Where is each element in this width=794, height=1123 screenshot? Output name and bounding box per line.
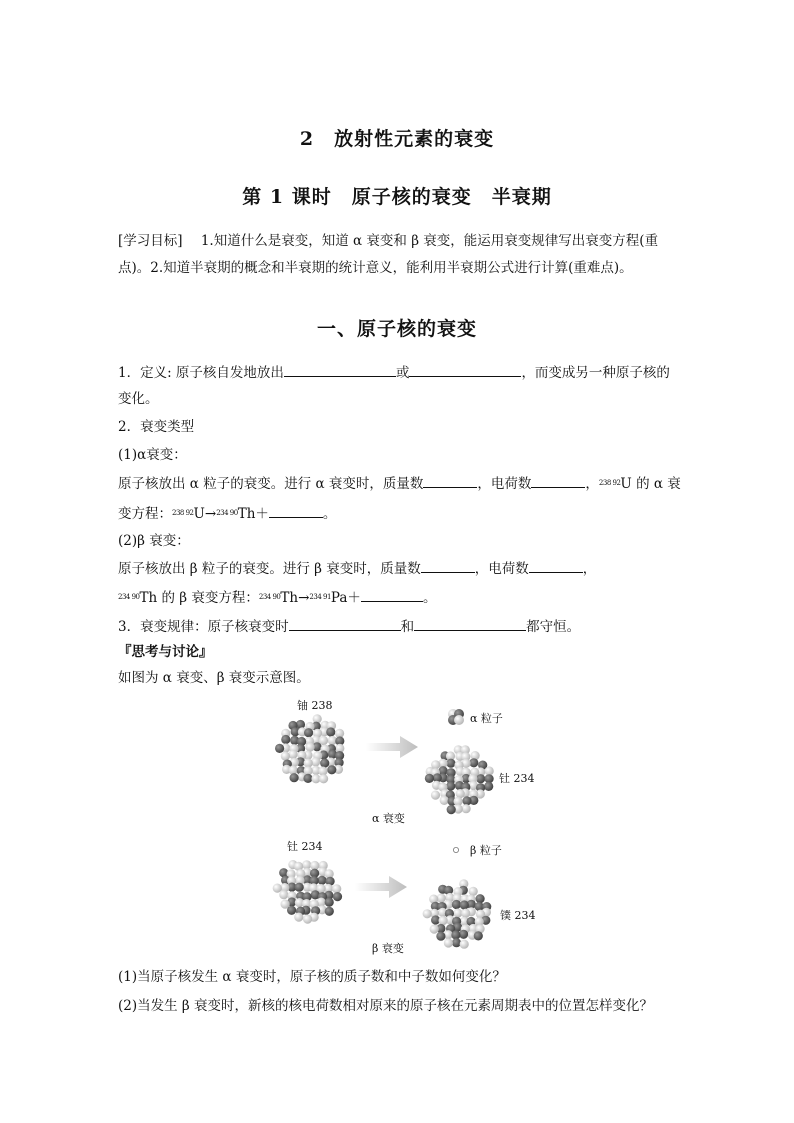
alpha-line-1	[118, 473, 681, 494]
law-text-2: 和	[400, 619, 415, 635]
blank-beta-charge[interactable]	[529, 558, 583, 573]
blank-law-1[interactable]	[289, 616, 401, 631]
alpha-text-4: U 的 α 衰	[620, 476, 681, 492]
alpha-line-2	[118, 503, 336, 524]
label-th234-left: 钍 234	[287, 840, 323, 853]
blank-alpha-eq[interactable]	[269, 503, 323, 518]
label-th234-right: 钍 234	[499, 772, 535, 785]
alpha-particle-icon	[446, 707, 466, 727]
alpha-text-1: 原子核放出 α 粒子的衰变。进行 α 衰变时，质量数	[118, 476, 424, 492]
heading-one: 一、原子核的衰变	[316, 318, 477, 340]
caption-beta: β 衰变	[372, 942, 404, 955]
objectives-text-1: 1.知道什么是衰变，知道 α 衰变和 β 衰变，能运用衰变规律写出衰变方程(重	[200, 233, 659, 249]
nuclide-th234: 234 90	[118, 593, 140, 601]
question-1: (1)当原子核发生 α 衰变时，原子核的质子数和中子数如何变化？	[118, 969, 506, 985]
objectives-line-2: 点)。2.知道半衰期的概念和半衰期的统计意义，能利用半衰期公式进行计算(重难点)。	[118, 260, 633, 276]
beta-eq-pa: Pa＋	[330, 590, 361, 606]
blank-def-1[interactable]	[284, 362, 396, 377]
definition-line	[118, 362, 670, 383]
think-heading: 『思考与讨论』	[118, 644, 213, 660]
blank-alpha-charge[interactable]	[531, 473, 585, 488]
beta-line-2	[118, 587, 436, 608]
nucleus-u238	[272, 713, 352, 789]
law-text-3: 都守恒。	[526, 619, 581, 635]
nuclide-th234-eq: 234 90	[258, 593, 281, 601]
blank-alpha-mass[interactable]	[423, 473, 477, 488]
beta-eq-th: Th→	[280, 590, 310, 606]
definition-cont: 变化。	[118, 391, 159, 407]
definition-text-3: ，而变成另一种原子核的	[521, 365, 670, 381]
nuclide-pa234-eq: 234 91	[309, 593, 331, 601]
alpha-eq-th: Th＋	[237, 506, 269, 522]
beta-particle-icon	[452, 846, 460, 854]
label-u238: 铀 238	[297, 699, 333, 712]
objectives-line-1	[118, 231, 658, 251]
definition-text-2: 或	[395, 365, 410, 381]
nucleus-pa234	[420, 878, 496, 950]
nuclide-u238-eq: 238 92	[172, 509, 194, 517]
types-heading: 2．衰变类型	[118, 419, 195, 435]
definition-text-1: 1．定义: 原子核自发地放出	[118, 365, 284, 381]
alpha-text-3: ，	[585, 476, 599, 492]
arrow-alpha	[366, 734, 418, 760]
beta-line-1	[118, 558, 596, 579]
nucleus-th234	[422, 744, 498, 816]
nuclide-th234-eq: 234 90	[216, 509, 238, 517]
beta-text-3: ，	[582, 561, 597, 577]
alpha-eq-u: U→	[193, 506, 217, 522]
label-pa234: 镤 234	[500, 909, 536, 922]
nucleus-th234-beta	[270, 853, 346, 925]
question-2: (2)当发生 β 衰变时，新核的核电荷数相对原来的原子核在元素周期表中的位置怎样变化？	[118, 998, 654, 1014]
alpha-eq-end: 。	[322, 506, 337, 522]
alpha-heading: (1)α衰变：	[118, 447, 187, 463]
beta-text-1: 原子核放出 β 粒子的衰变。进行 β 衰变时，质量数	[118, 561, 421, 577]
beta-eq-label: Th 的 β 衰变方程：	[139, 590, 259, 606]
arrow-beta	[355, 874, 407, 900]
section-title: 2 放射性元素的衰变	[299, 128, 495, 150]
nuclide-u238: 238 92	[598, 479, 621, 487]
label-beta-particle: β 粒子	[470, 844, 502, 857]
law-line	[118, 616, 580, 637]
alpha-eq-label: 变方程：	[118, 506, 172, 522]
lesson-title: 第 1 课时 原子核的衰变 半衰期	[242, 186, 552, 208]
objectives-label: [学习目标]	[118, 233, 183, 249]
beta-heading: (2)β 衰变：	[118, 533, 190, 549]
beta-eq-end: 。	[422, 590, 437, 606]
caption-alpha: α 衰变	[372, 812, 405, 825]
figure-intro: 如图为 α 衰变、β 衰变示意图。	[118, 670, 310, 686]
blank-law-2[interactable]	[414, 616, 526, 631]
alpha-text-2: ，电荷数	[477, 476, 532, 492]
blank-def-2[interactable]	[409, 362, 521, 377]
beta-text-2: ，电荷数	[474, 561, 529, 577]
blank-beta-eq[interactable]	[361, 587, 423, 602]
law-text-1: 3．衰变规律：原子核衰变时	[118, 619, 289, 635]
blank-beta-mass[interactable]	[421, 558, 475, 573]
label-alpha-particle: α 粒子	[470, 712, 503, 725]
